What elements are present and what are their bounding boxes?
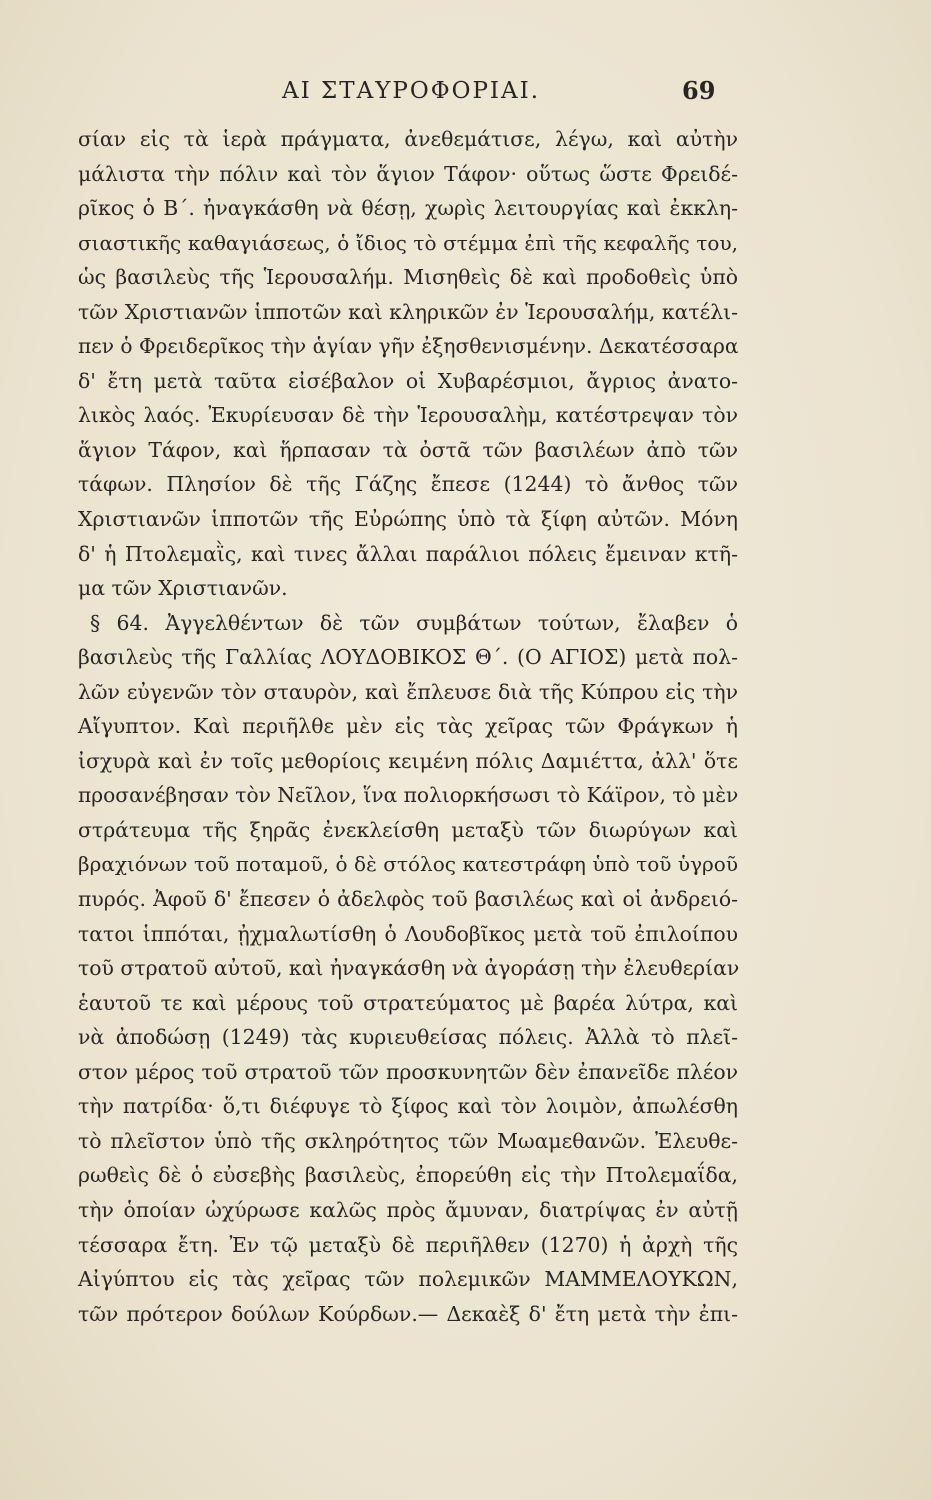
text-line: βασιλεὺς τῆς Γαλλίας ΛΟΥΔΟΒΙΚΟΣ Θ΄. (Ο ΑΓΙΟΣ) μετὰ πολ- xyxy=(78,645,738,670)
section-heading-line: § 64. Ἀγγελθέντων δὲ τῶν συμβάτων τούτων, ἔλαβεν ὁ xyxy=(90,610,738,635)
text-line: ὡς βασιλεὺς τῆς Ἱερουσαλήμ. Μισηθεὶς δὲ καὶ προδοθεὶς ὑπὸ xyxy=(78,265,738,290)
text-line: τὴν πατρίδα· ὅ,τι διέφυγε τὸ ξίφος καὶ τὸν λοιμὸν, ἀπωλέσθη xyxy=(78,1094,738,1119)
text-line: ἅγιον Τάφον, καὶ ἥρπασαν τὰ ὀστᾶ τῶν βασιλέων ἀπὸ τῶν xyxy=(78,437,738,462)
text-line: ἰσχυρὰ καὶ ἐν τοῖς μεθορίοις κειμένη πόλις Δαμιέττα, ἀλλ' ὅτε xyxy=(78,748,738,773)
text-line: τέσσαρα ἔτη. Ἐν τῷ μεταξὺ δὲ περιῆλθεν (1270) ἡ ἀρχὴ τῆς xyxy=(78,1232,738,1257)
running-head: ΑΙ ΣΤΑΥΡΟΦΟΡΙΑΙ. xyxy=(282,78,541,104)
text-line: ἑαυτοῦ τε καὶ μέρους τοῦ στρατεύματος μὲ βαρέα λύτρα, καὶ xyxy=(78,990,738,1015)
text-line: βραχιόνων τοῦ ποταμοῦ, ὁ δὲ στόλος κατεστράφη ὑπὸ τοῦ ὑγροῦ xyxy=(78,852,738,877)
text-line: λικὸς λαός. Ἐκυρίευσαν δὲ τὴν Ἱερουσαλὴμ, κατέστρεψαν τὸν xyxy=(78,403,738,428)
text-line: μάλιστα τὴν πόλιν καὶ τὸν ἅγιον Τάφον· οὕτως ὥστε Φρειδέ- xyxy=(78,161,738,186)
text-line: τοῦ στρατοῦ αὐτοῦ, καὶ ἠναγκάσθη νὰ ἀγοράσῃ τὴν ἐλευθερίαν xyxy=(78,956,740,981)
text-line: δ' ἔτη μετὰ ταῦτα εἰσέβαλον οἱ Χυβαρέσμιοι, ἄγριος ἀνατο- xyxy=(78,368,738,393)
text-line: τὴν ὁποίαν ὠχύρωσε καλῶς πρὸς ἄμυναν, διατρίψας ἐν αὐτῇ xyxy=(78,1197,738,1222)
text-line: Αἴγυπτον. Καὶ περιῆλθε μὲν εἰς τὰς χεῖρας τῶν Φράγκων ἡ xyxy=(78,714,738,739)
text-line: ρωθεὶς δὲ ὁ εὐσεβὴς βασιλεὺς, ἐπορεύθη εἰς τὴν Πτολεμαΐδα, xyxy=(78,1163,738,1188)
text-line: σίαν εἰς τὰ ἱερὰ πράγματα, ἀνεθεμάτισε, λέγω, καὶ αὐτὴν xyxy=(78,127,738,151)
text-line: τάφων. Πλησίον δὲ τῆς Γάζης ἔπεσε (1244) τὸ ἄνθος τῶν xyxy=(78,472,738,497)
text-line: νὰ ἀποδώσῃ (1249) τὰς κυριευθείσας πόλεις. Ἀλλὰ τὸ πλεῖ- xyxy=(78,1025,738,1050)
text-line: ρῖκος ὁ Β΄. ἠναγκάσθη νὰ θέσῃ, χωρὶς λειτουργίας καὶ ἐκκλη- xyxy=(78,196,738,221)
text-line: Αἰγύπτου εἰς τὰς χεῖρας τῶν πολεμικῶν ΜΑΜΜΕΛΟΥΚΩΝ, xyxy=(78,1267,738,1292)
text-line: στον μέρος τοῦ στρατοῦ τῶν προσκυνητῶν δὲν ἐπανεῖδε πλέον xyxy=(78,1059,738,1084)
body-text xyxy=(78,122,738,1331)
text-line: σιαστικῆς καθαγιάσεως, ὁ ἴδιος τὸ στέμμα ἐπὶ τῆς κεφαλῆς του, xyxy=(78,230,738,255)
text-line: στράτευμα τῆς ξηρᾶς ἐνεκλείσθη μεταξὺ τῶν διωρύγων καὶ xyxy=(78,817,738,842)
text-line: μα τῶν Χριστιανῶν. xyxy=(78,576,288,601)
text-line: τῶν πρότερον δούλων Κούρδων.— Δεκαὲξ δ' ἔτη μετὰ τὴν ἐπι- xyxy=(78,1301,738,1326)
page-number: 69 xyxy=(682,76,716,105)
text-line: λῶν εὐγενῶν τὸν σταυρὸν, καὶ ἔπλευσε διὰ τῆς Κύπρου εἰς τὴν xyxy=(78,679,738,704)
text-line: πεν ὁ Φρειδερῖκος τὴν ἁγίαν γῆν ἐξησθενισμένην. Δεκατέσσαρα xyxy=(78,334,739,359)
text-line: τῶν Χριστιανῶν ἱπποτῶν καὶ κληρικῶν ἐν Ἱερουσαλήμ, κατέλι- xyxy=(78,299,738,324)
text-line: προσανέβησαν τὸν Νεῖλον, ἵνα πολιορκήσωσι τὸ Κάϊρον, τὸ μὲν xyxy=(78,783,739,808)
text-line: τατοι ἱππόται, ᾐχμαλωτίσθη ὁ Λουδοβῖκος μετὰ τοῦ ἐπιλοίπου xyxy=(78,921,738,946)
text-line: δ' ἡ Πτολεμαῒς, καὶ τινες ἄλλαι παράλιοι πόλεις ἔμειναν κτῆ- xyxy=(78,541,738,566)
page-header xyxy=(0,76,931,116)
text-line: Χριστιανῶν ἱπποτῶν τῆς Εὐρώπης ὑπὸ τὰ ξίφη αὐτῶν. Μόνη xyxy=(78,507,738,532)
text-line: τὸ πλεῖστον ὑπὸ τῆς σκληρότητος τῶν Μωαμεθανῶν. Ἐλευθε- xyxy=(78,1128,738,1153)
text-line: πυρός. Ἀφοῦ δ' ἔπεσεν ὁ ἀδελφὸς τοῦ βασιλέως καὶ οἱ ἀνδρειό- xyxy=(78,887,738,912)
